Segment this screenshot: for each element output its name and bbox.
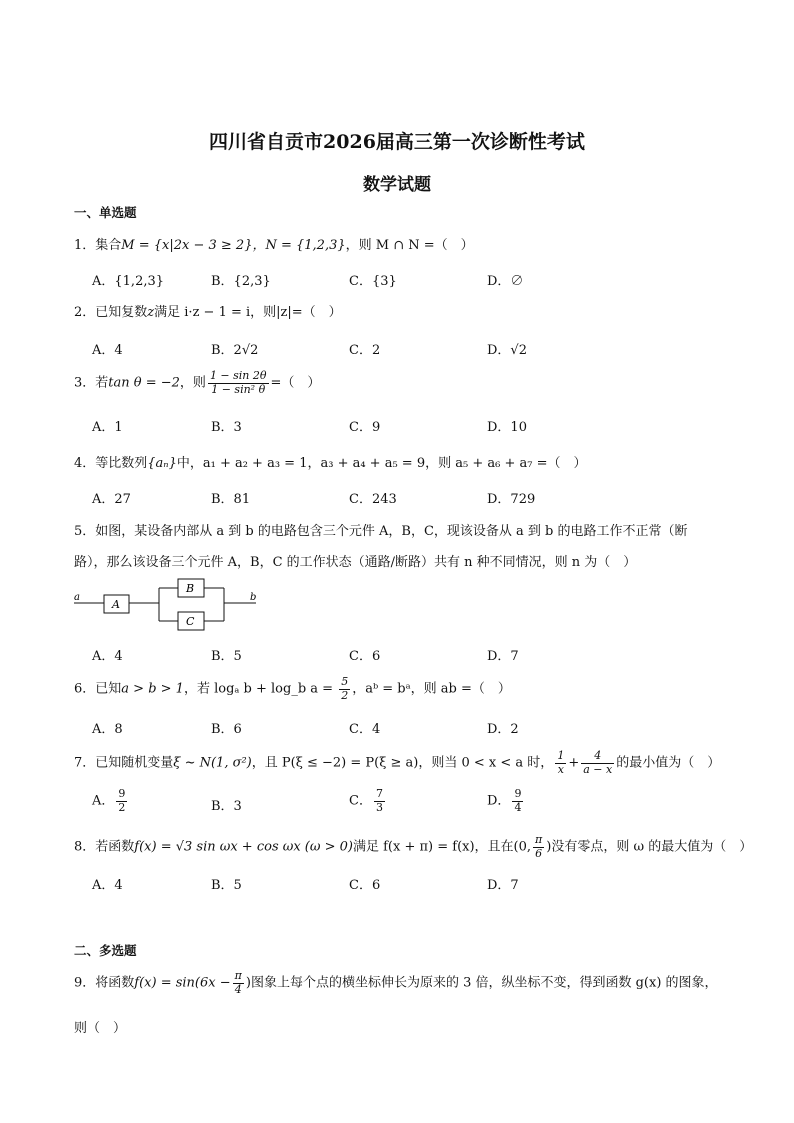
section-heading-multiple-choice: 二、多选题 <box>74 943 137 958</box>
q7-option-d: D． $\frac{9}{4}$ <box>487 787 522 814</box>
question-6: 6．已知a > b > 1，若 logₐ b + log_b a = $\frac{5}{2}$ ，aᵇ = bᵃ，则 ab =（ ） <box>74 675 511 702</box>
q9-fraction: $\frac{\pi}{4}$ <box>234 969 242 996</box>
q8-fraction: $\frac{\pi}{6}$ <box>535 833 543 860</box>
component-a-label: A <box>112 598 120 611</box>
component-c-label: C <box>186 615 195 628</box>
q2-option-c: C．2 <box>349 343 381 358</box>
q8-option-d: D．7 <box>487 878 519 893</box>
circuit-label-b: b <box>250 592 257 603</box>
q4-option-a: A．27 <box>92 492 131 507</box>
question-5-line-2: 路），那么该设备三个元件 A，B，C 的工作状态（通路/断路）共有 n 种不同情况，则 n 为（ ） <box>74 555 637 570</box>
q6-fraction: $\frac{5}{2}$ <box>341 675 349 702</box>
q2-option-b: B．2√2 <box>211 343 259 358</box>
question-9-line-1: 9．将函数f(x) = sin(6x − $\frac{\pi}{4}$ )图象上每个点的横坐标伸长为原来的 3 倍，纵坐标不变，得到函数 g(x) 的图象， <box>74 969 718 996</box>
question-2: 2．已知复数z满足 i·z − 1 = i，则|z|=（ ） <box>74 305 342 320</box>
q6-option-c: C．4 <box>349 722 381 737</box>
q2-option-d: D．√2 <box>487 343 527 358</box>
question-1: 1．集合M = {x|2x − 3 ≥ 2}，N = {1,2,3}，则 M ∩ N =（ ） <box>74 238 474 253</box>
q8-option-b: B．5 <box>211 878 242 893</box>
q6-option-b: B．6 <box>211 722 242 737</box>
q1-option-d: D．∅ <box>487 274 524 289</box>
q4-option-d: D．729 <box>487 492 536 507</box>
question-3: 3．若tan θ = −2，则 $\frac{1 - \sin 2\theta}{\text{1 − sin² θ}}$ =（ ） <box>74 369 321 396</box>
q7-option-b: B．3 <box>211 799 242 814</box>
q2-option-a: A．4 <box>92 343 123 358</box>
q7-fraction-1: $\frac{1}{x}$ <box>557 749 565 776</box>
question-8: 8．若函数f(x) = √3 sin ωx + cos ωx (ω > 0)满足 f(x + π) = f(x)，且在(0, $\frac{\pi}{6}$ )没有零点，则 ω 的最大值为（ ） <box>74 833 753 860</box>
circuit-label-a: a <box>74 592 80 603</box>
q6-option-d: D．2 <box>487 722 519 737</box>
q4-option-c: C．243 <box>349 492 397 507</box>
q5-option-a: A．4 <box>92 649 123 664</box>
q7-option-c: C． $\frac{7}{3}$ <box>349 787 383 814</box>
q5-option-b: B．5 <box>211 649 242 664</box>
section-heading-single-choice: 一、单选题 <box>74 205 137 220</box>
q5-option-d: D．7 <box>487 649 519 664</box>
q3-option-a: A．1 <box>92 420 123 435</box>
question-4: 4．等比数列{aₙ}中，a₁ + a₂ + a₃ = 1，a₃ + a₄ + a₅ = 9，则 a₅ + a₆ + a₇ =（ ） <box>74 456 587 471</box>
q3-option-b: B．3 <box>211 420 242 435</box>
q3-fraction: $\frac{1 - \sin 2\theta}{\text{1 − sin² θ}}$ <box>209 369 267 396</box>
q3-option-c: C．9 <box>349 420 381 435</box>
component-b-label: B <box>186 582 195 595</box>
q1-option-c: C．{3} <box>349 274 397 289</box>
circuit-diagram <box>72 574 272 638</box>
exam-title: 四川省自贡市2026届高三第一次诊断性考试 <box>209 131 585 153</box>
q1-option-a: A．{1,2,3} <box>92 274 165 289</box>
q7-option-a: A． $\frac{9}{2}$ <box>92 787 126 814</box>
q8-option-a: A．4 <box>92 878 123 893</box>
q3-option-d: D．10 <box>487 420 527 435</box>
question-5-line-1: 5．如图，某设备内部从 a 到 b 的电路包含三个元件 A，B，C，现该设备从 a 到 b 的电路工作不正常（断 <box>74 524 688 539</box>
q6-option-a: A．8 <box>92 722 123 737</box>
q8-option-c: C．6 <box>349 878 381 893</box>
q1-option-b: B．{2,3} <box>211 274 271 289</box>
q5-option-c: C．6 <box>349 649 381 664</box>
exam-subtitle: 数学试题 <box>363 175 431 195</box>
q4-option-b: B．81 <box>211 492 251 507</box>
question-7: 7．已知随机变量ξ ~ N(1, σ²)，且 P(ξ ≤ −2) = P(ξ ≥ a)，则当 0 < x < a 时， $\frac{1}{x}$ + $\frac{4}{a - x}$ 的最小值为（ ） <box>74 749 721 776</box>
q7-fraction-2: $\frac{4}{a - x}$ <box>583 749 613 776</box>
question-9-line-2: 则（ ） <box>74 1021 127 1036</box>
